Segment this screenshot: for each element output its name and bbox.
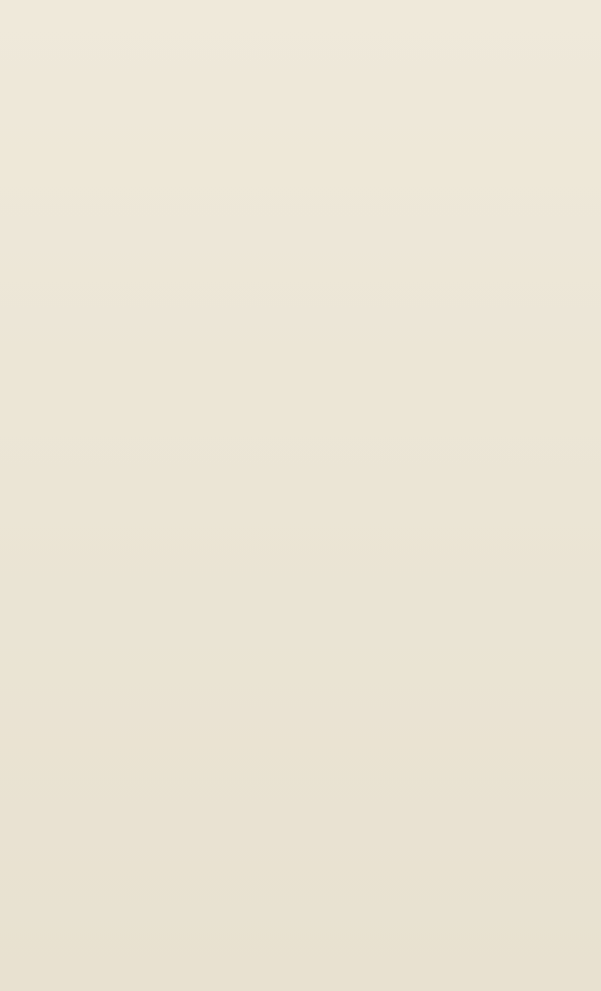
exercise-5-sentences-continued: [0, 0, 601, 2]
